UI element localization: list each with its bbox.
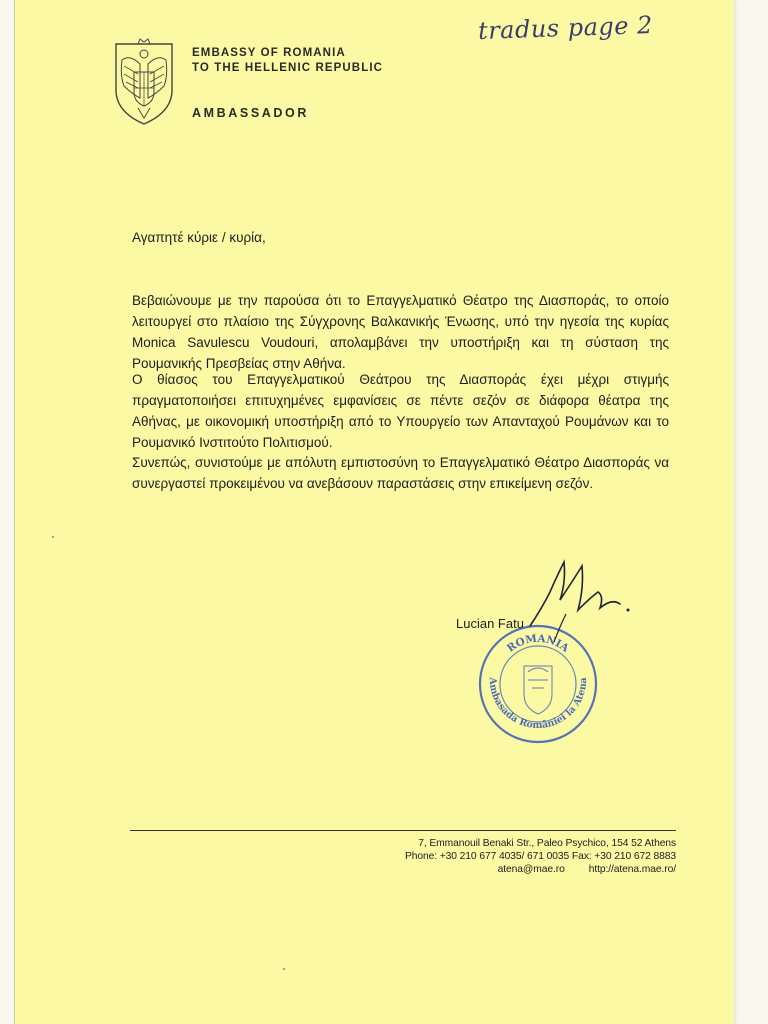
footer-email: atena@mae.ro bbox=[497, 864, 565, 875]
letter-paragraph-2: Ο θίασος του Επαγγελματικού Θεάτρου της Διασποράς έχει μέχρι στιγμής πραγματοποιήσει επιτυχημένες εμφανίσεις σε πέντε σεζόν σε διάφορα θέατρα της Αθήνας, με οικονομική υποστήριξη από το Υπουργείο των Απανταχού Ρουμάνων και το Ρουμανικό Ινστιτούτο Πολιτισμού. bbox=[132, 372, 669, 450]
footer-divider bbox=[130, 830, 676, 831]
handwritten-note: tradus page 2 bbox=[477, 10, 654, 46]
footer-website: http://atena.mae.ro/ bbox=[588, 864, 676, 875]
letter-paragraph-1: Βεβαιώνουμε με την παρούσα ότι το Επαγγελματικό Θέατρο της Διασποράς, το οποίο λειτουργεί στο πλαίσιο της Σύγχρονης Βαλκανικής Ένωσης, υπό την ηγεσία της κυρίας Monica Savulescu Voudouri, απολαμβάνει την υποστήριξη και τη σύσταση της Ρουμανικής Πρεσβείας στην Αθήνα. bbox=[132, 293, 669, 371]
handwritten-signature bbox=[520, 548, 640, 648]
stamp-top-text: ROMANIA bbox=[504, 632, 572, 655]
paper-speck bbox=[283, 968, 285, 970]
page-edge bbox=[14, 0, 15, 1024]
embassy-name: EMBASSY OF ROMANIA bbox=[192, 47, 346, 59]
ambassador-title: AMBASSADOR bbox=[192, 106, 309, 120]
footer-phones: Phone: +30 210 677 4035/ 671 0035 Fax: +30 210 672 8883 bbox=[404, 851, 676, 862]
paper-speck bbox=[52, 536, 54, 538]
footer-contacts bbox=[256, 864, 676, 875]
signer-name: Lucian Fatu bbox=[456, 616, 524, 631]
romanian-coat-of-arms-icon bbox=[112, 38, 176, 128]
stamp-eagle-icon bbox=[524, 666, 552, 714]
letter-greeting: Αγαπητέ κύριε / κυρία, bbox=[132, 230, 266, 245]
stamp-ring-text: Ambasada României la Atena bbox=[486, 677, 590, 732]
footer-address: 7, Emmanouil Benaki Str., Paleo Psychico, 154 52 Athens bbox=[418, 838, 676, 849]
letter-paragraph-3: Συνεπώς, συνιστούμε με απόλυτη εμπιστοσύνη το Επαγγελματικό Θέατρο Διασποράς να συνεργαστεί προκειμένου να ανεβάσουν παραστάσεις στην επικείμενη σεζόν. bbox=[132, 455, 669, 491]
embassy-country: TO THE HELLENIC REPUBLIC bbox=[192, 62, 384, 74]
